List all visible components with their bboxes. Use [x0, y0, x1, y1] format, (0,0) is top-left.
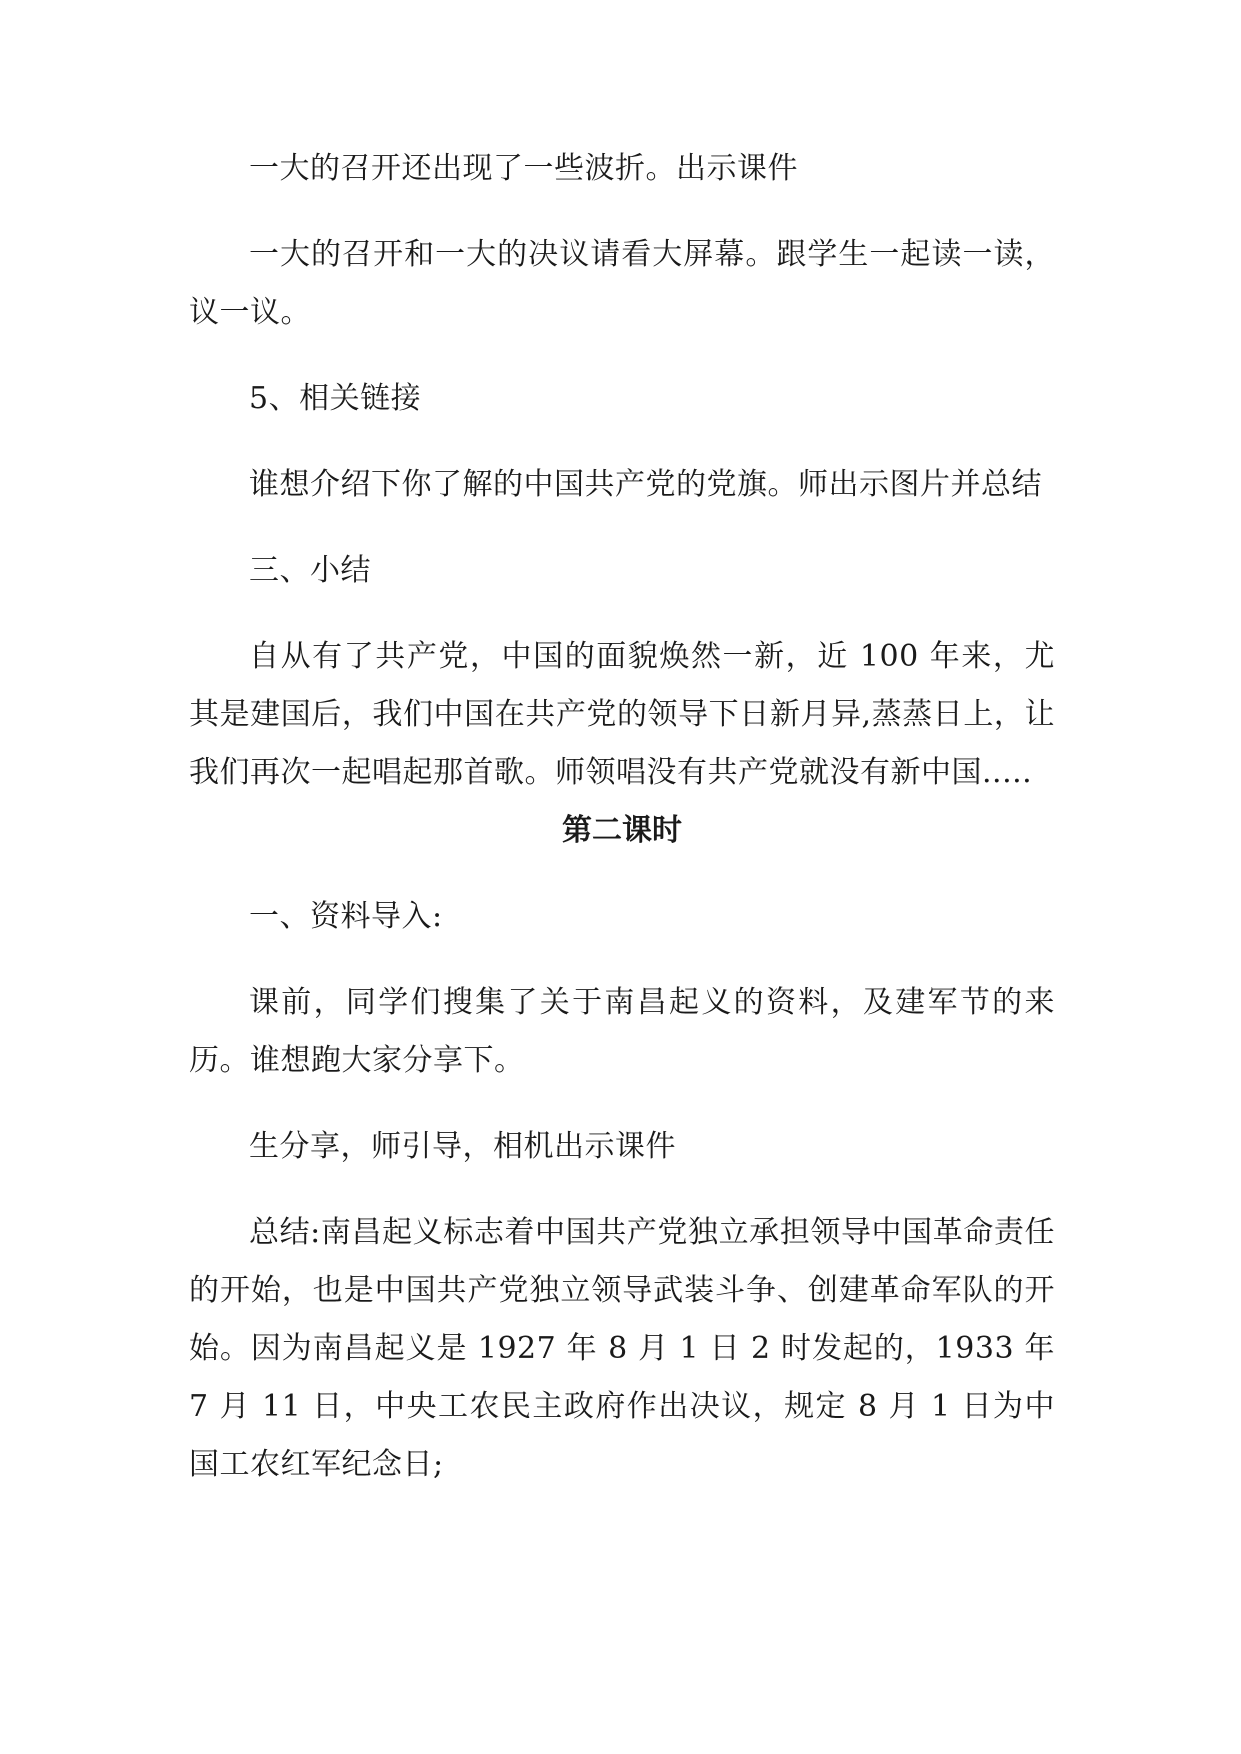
paragraph: 一大的召开还出现了一些波折。出示课件: [249, 151, 798, 186]
paragraph: 课前，同学们搜集了关于南昌起义的资料，及建军节的来历。谁想跑大家分享下。: [189, 985, 1055, 1078]
section-subheading: 一、资料导入:: [249, 899, 443, 934]
document-page: [189, 140, 1055, 1494]
paragraph: 生分享，师引导，相机出示课件: [249, 1129, 676, 1164]
section-subheading: 三、小结: [249, 553, 371, 588]
section-title: 第二课时: [562, 813, 682, 848]
paragraph: 一大的召开和一大的决议请看大屏幕。跟学生一起读一读，议一议。: [189, 237, 1055, 330]
list-heading: 5、相关链接: [249, 381, 422, 416]
paragraph: 总结:南昌起义标志着中国共产党独立承担领导中国革命责任的开始，也是中国共产党独立领导武装斗争、创建革命军队的开始。因为南昌起义是 1927 年 8 月 1 日 2 时发起的，1933 年 7 月 11 日，中央工农民主政府作出决议，规定 8 月 1 日为中国工农红军纪念日;: [189, 1215, 1055, 1482]
paragraph: 自从有了共产党，中国的面貌焕然一新，近 100 年来，尤其是建国后，我们中国在共产党的领导下日新月异,蒸蒸日上，让我们再次一起唱起那首歌。师领唱没有共产党就没有新中国.....: [189, 639, 1055, 790]
paragraph: 谁想介绍下你了解的中国共产党的党旗。师出示图片并总结: [249, 467, 1042, 502]
